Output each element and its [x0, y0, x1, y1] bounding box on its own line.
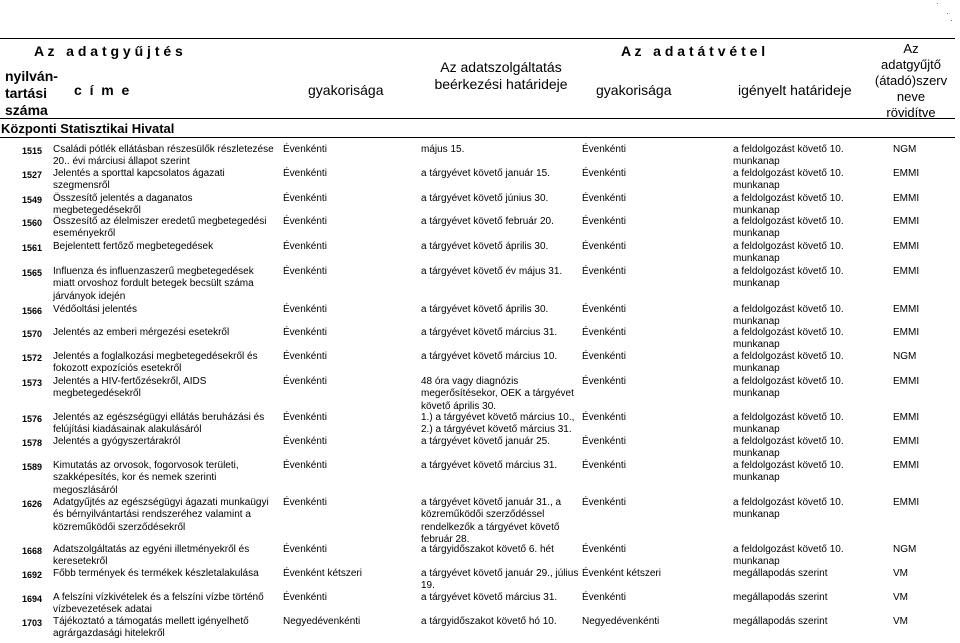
- row-organization: NGM: [893, 144, 917, 155]
- row-transfer-frequency: Évenkénti: [582, 216, 626, 227]
- row-transfer-deadline: megállapodás szerint: [733, 592, 828, 603]
- row-transfer-frequency: Negyedévenkénti: [582, 616, 660, 627]
- header-collector-line3: (átadó)szerv: [874, 73, 948, 88]
- row-transfer-frequency: Évenkénti: [582, 460, 626, 471]
- row-frequency: Évenkénti: [283, 216, 327, 227]
- row-transfer-frequency: Évenkénti: [582, 592, 626, 603]
- row-title: Jelentés a foglalkozási megbetegedésekről és fokozott expozíciós esetekről: [53, 351, 258, 375]
- row-deadline: a tárgyévet követő február 20.: [421, 216, 554, 227]
- header-col-freq: gyakorisága: [308, 82, 384, 98]
- header-transfer-deadline: igényelt határideje: [738, 82, 852, 98]
- row-transfer-deadline: a feldolgozást követő 10. munkanap: [733, 193, 844, 217]
- row-organization: EMMI: [893, 304, 920, 315]
- row-transfer-frequency: Évenkénti: [582, 193, 626, 204]
- row-transfer-deadline: a feldolgozást követő 10. munkanap: [733, 412, 844, 436]
- row-deadline: 48 óra vagy diagnózis megerősítésekor, OEK a tárgyévet követő április 30.: [421, 376, 574, 412]
- row-frequency: Évenkénti: [283, 144, 327, 155]
- row-transfer-deadline: a feldolgozást követő 10. munkanap: [733, 144, 844, 168]
- row-transfer-frequency: Évenkénti: [582, 497, 626, 508]
- row-number: 1668: [22, 546, 43, 556]
- header-title-a: A z a d a t g y ű j t é s: [34, 43, 183, 59]
- row-organization: EMMI: [893, 327, 920, 338]
- row-transfer-frequency: Évenkénti: [582, 266, 626, 277]
- row-title: Jelentés a gyógyszertárakról: [53, 436, 181, 447]
- row-title: Influenza és influenzaszerű megbetegedések miatt orvoshoz fordult betegek becsült száma járványok idején: [53, 266, 254, 302]
- header-title-b: c í m e: [74, 82, 130, 98]
- row-transfer-frequency: Évenkénti: [582, 544, 626, 555]
- header-top-rule: [0, 38, 955, 39]
- header-transfer-title: A z a d a t á t v é t e l: [621, 43, 766, 59]
- row-frequency: Évenkénti: [283, 592, 327, 603]
- header-bottom-rule: [0, 118, 955, 119]
- row-title: Jelentés a HIV-fertőzésekről, AIDS megbetegedésekről: [53, 376, 207, 400]
- row-deadline: a tárgyévet követő január 31., a közreműködői szerződéssel rendelkezők a tárgyévet követő február 28.: [421, 497, 562, 545]
- row-transfer-frequency: Évenkénti: [582, 412, 626, 423]
- row-number: 1578: [22, 438, 43, 448]
- row-organization: EMMI: [893, 436, 920, 447]
- row-number: 1566: [22, 306, 43, 316]
- row-number: 1576: [22, 414, 43, 424]
- row-transfer-deadline: a feldolgozást követő 10. munkanap: [733, 436, 844, 460]
- row-title: Családi pótlék ellátásban részesülők részletezése 20.. évi márciusi állapot szerint: [53, 144, 274, 168]
- row-deadline: a tárgyidőszakot követő 6. hét: [421, 544, 554, 555]
- row-deadline: a tárgyévet követő március 31.: [421, 327, 558, 338]
- row-title: Főbb termények és termékek készletalakulása: [53, 568, 259, 579]
- row-frequency: Évenkénti: [283, 304, 327, 315]
- row-organization: NGM: [893, 544, 917, 555]
- row-number: 1703: [22, 618, 43, 628]
- scan-speck: [951, 20, 952, 21]
- row-transfer-frequency: Évenkénti: [582, 304, 626, 315]
- row-organization: VM: [893, 592, 908, 603]
- row-transfer-frequency: Évenkénti: [582, 168, 626, 179]
- scan-speck: [937, 3, 938, 4]
- header-col-deadline: [426, 59, 576, 93]
- header-col-nr: [5, 68, 58, 119]
- row-organization: EMMI: [893, 376, 920, 387]
- row-title: Kimutatás az orvosok, fogorvosok területi, szakképesítés, kor és nemek szerinti megoszlásáról: [53, 460, 239, 496]
- row-transfer-frequency: Évenkénti: [582, 436, 626, 447]
- header-col-nr-line3: száma: [5, 102, 48, 118]
- row-deadline: a tárgyidőszakot követő hó 10.: [421, 616, 557, 627]
- row-deadline: május 15.: [421, 144, 465, 155]
- row-organization: NGM: [893, 351, 917, 362]
- row-title: Összesítő az élelmiszer eredetű megbetegedési eseményekről: [53, 216, 267, 240]
- row-deadline: a tárgyévet követő január 25.: [421, 436, 550, 447]
- row-transfer-deadline: a feldolgozást követő 10. munkanap: [733, 266, 844, 290]
- row-transfer-deadline: a feldolgozást követő 10. munkanap: [733, 241, 844, 265]
- row-transfer-deadline: a feldolgozást követő 10. munkanap: [733, 376, 844, 400]
- row-transfer-deadline: a feldolgozást követő 10. munkanap: [733, 460, 844, 484]
- row-transfer-deadline: a feldolgozást követő 10. munkanap: [733, 544, 844, 568]
- row-number: 1549: [22, 195, 43, 205]
- row-number: 1694: [22, 594, 43, 604]
- row-number: 1626: [22, 499, 43, 509]
- row-organization: VM: [893, 568, 908, 579]
- row-transfer-frequency: Évenként kétszeri: [582, 568, 661, 579]
- header-collector-line2: adatgyűjtő: [881, 57, 941, 72]
- row-title: Tájékoztató a támogatás mellett igényelhető agrárgazdasági hitelekről: [53, 616, 249, 640]
- row-title: Bejelentett fertőző megbetegedések: [53, 241, 214, 252]
- row-organization: EMMI: [893, 241, 920, 252]
- row-frequency: Évenkénti: [283, 497, 327, 508]
- row-number: 1692: [22, 570, 43, 580]
- row-deadline: a tárgyévet követő március 31.: [421, 592, 558, 603]
- header-collector: [866, 41, 956, 121]
- row-frequency: Évenkénti: [283, 412, 327, 423]
- row-transfer-deadline: a feldolgozást követő 10. munkanap: [733, 327, 844, 351]
- row-organization: EMMI: [893, 497, 920, 508]
- row-organization: EMMI: [893, 193, 920, 204]
- row-number: 1527: [22, 170, 43, 180]
- row-frequency: Évenkénti: [283, 376, 327, 387]
- row-transfer-deadline: a feldolgozást követő 10. munkanap: [733, 168, 844, 192]
- row-number: 1572: [22, 353, 43, 363]
- section-rule: [0, 137, 955, 138]
- row-transfer-deadline: a feldolgozást követő 10. munkanap: [733, 216, 844, 240]
- row-deadline: a tárgyévet követő március 10.: [421, 351, 558, 362]
- row-transfer-frequency: Évenkénti: [582, 144, 626, 155]
- row-transfer-deadline: megállapodás szerint: [733, 616, 828, 627]
- row-transfer-frequency: Évenkénti: [582, 376, 626, 387]
- row-frequency: Évenkénti: [283, 241, 327, 252]
- row-frequency: Negyedévenkénti: [283, 616, 361, 627]
- row-deadline: a tárgyévet követő április 30.: [421, 304, 549, 315]
- header-collector-line5: rövidítve: [886, 105, 936, 120]
- header-collector-line4: neve: [896, 89, 926, 104]
- row-transfer-frequency: Évenkénti: [582, 351, 626, 362]
- header-col-nr-line2: tartási: [5, 85, 48, 101]
- header-col-nr-line1: nyilván-: [5, 68, 58, 84]
- row-number: 1560: [22, 218, 43, 228]
- row-organization: EMMI: [893, 168, 920, 179]
- row-frequency: Évenkénti: [283, 193, 327, 204]
- row-transfer-deadline: megállapodás szerint: [733, 568, 828, 579]
- row-transfer-deadline: a feldolgozást követő 10. munkanap: [733, 304, 844, 328]
- row-frequency: Évenkénti: [283, 266, 327, 277]
- row-number: 1589: [22, 462, 43, 472]
- row-title: Összesítő jelentés a daganatos megbetegedésekről: [53, 193, 193, 217]
- header-collector-line1: Az: [903, 41, 919, 56]
- row-frequency: Évenkénti: [283, 544, 327, 555]
- row-title: Jelentés a sporttal kapcsolatos ágazati szegmensről: [53, 168, 225, 192]
- header-transfer-freq: gyakorisága: [596, 82, 672, 98]
- row-deadline: a tárgyévet követő január 15.: [421, 168, 550, 179]
- row-deadline: a tárgyévet követő április 30.: [421, 241, 549, 252]
- row-number: 1515: [22, 146, 43, 156]
- row-frequency: Évenkénti: [283, 436, 327, 447]
- scan-speck: [947, 13, 948, 14]
- row-title: Jelentés az emberi mérgezési esetekről: [53, 327, 230, 338]
- header-col-deadline-line1: Az adatszolgáltatás: [440, 59, 562, 75]
- row-title: Adatszolgáltatás az egyéni illetményekről és keresetekről: [53, 544, 250, 568]
- row-frequency: Évenkénti: [283, 327, 327, 338]
- row-number: 1570: [22, 329, 43, 339]
- row-deadline: a tárgyévet követő év május 31.: [421, 266, 563, 277]
- header-col-deadline-line2: beérkezési határideje: [434, 76, 568, 92]
- row-organization: EMMI: [893, 216, 920, 227]
- row-title: Jelentés az egészségügyi ellátás beruházási és felújítási kiadásainak alakulásáról: [53, 412, 265, 436]
- row-deadline: a tárgyévet követő június 30.: [421, 193, 549, 204]
- row-transfer-deadline: a feldolgozást követő 10. munkanap: [733, 351, 844, 375]
- row-deadline: 1.) a tárgyévet követő március 10., 2.) a tárgyévet követő március 31.: [421, 412, 575, 436]
- row-title: Védőoltási jelentés: [53, 304, 137, 315]
- row-organization: EMMI: [893, 412, 920, 423]
- row-transfer-frequency: Évenkénti: [582, 327, 626, 338]
- row-frequency: Évenkénti: [283, 168, 327, 179]
- row-frequency: Évenkénti: [283, 351, 327, 362]
- row-deadline: a tárgyévet követő január 29., július 19.: [421, 568, 579, 592]
- row-frequency: Évenkénti: [283, 460, 327, 471]
- row-transfer-frequency: Évenkénti: [582, 241, 626, 252]
- row-organization: VM: [893, 616, 908, 627]
- row-number: 1565: [22, 268, 43, 278]
- row-frequency: Évenként kétszeri: [283, 568, 362, 579]
- row-number: 1573: [22, 378, 43, 388]
- row-organization: EMMI: [893, 460, 920, 471]
- row-organization: EMMI: [893, 266, 920, 277]
- row-deadline: a tárgyévet követő március 31.: [421, 460, 558, 471]
- section-title: Központi Statisztikai Hivatal: [1, 121, 175, 136]
- row-title: A felszíni vízkivételek és a felszíni vízbe történő vízbevezetések adatai: [53, 592, 264, 616]
- row-transfer-deadline: a feldolgozást követő 10. munkanap: [733, 497, 844, 521]
- row-number: 1561: [22, 243, 43, 253]
- row-title: Adatgyűjtés az egészségügyi ágazati munkaügyi és bérnyilvántartási rendszeréhez valamint a közreműködői szerződésekről: [53, 497, 269, 533]
